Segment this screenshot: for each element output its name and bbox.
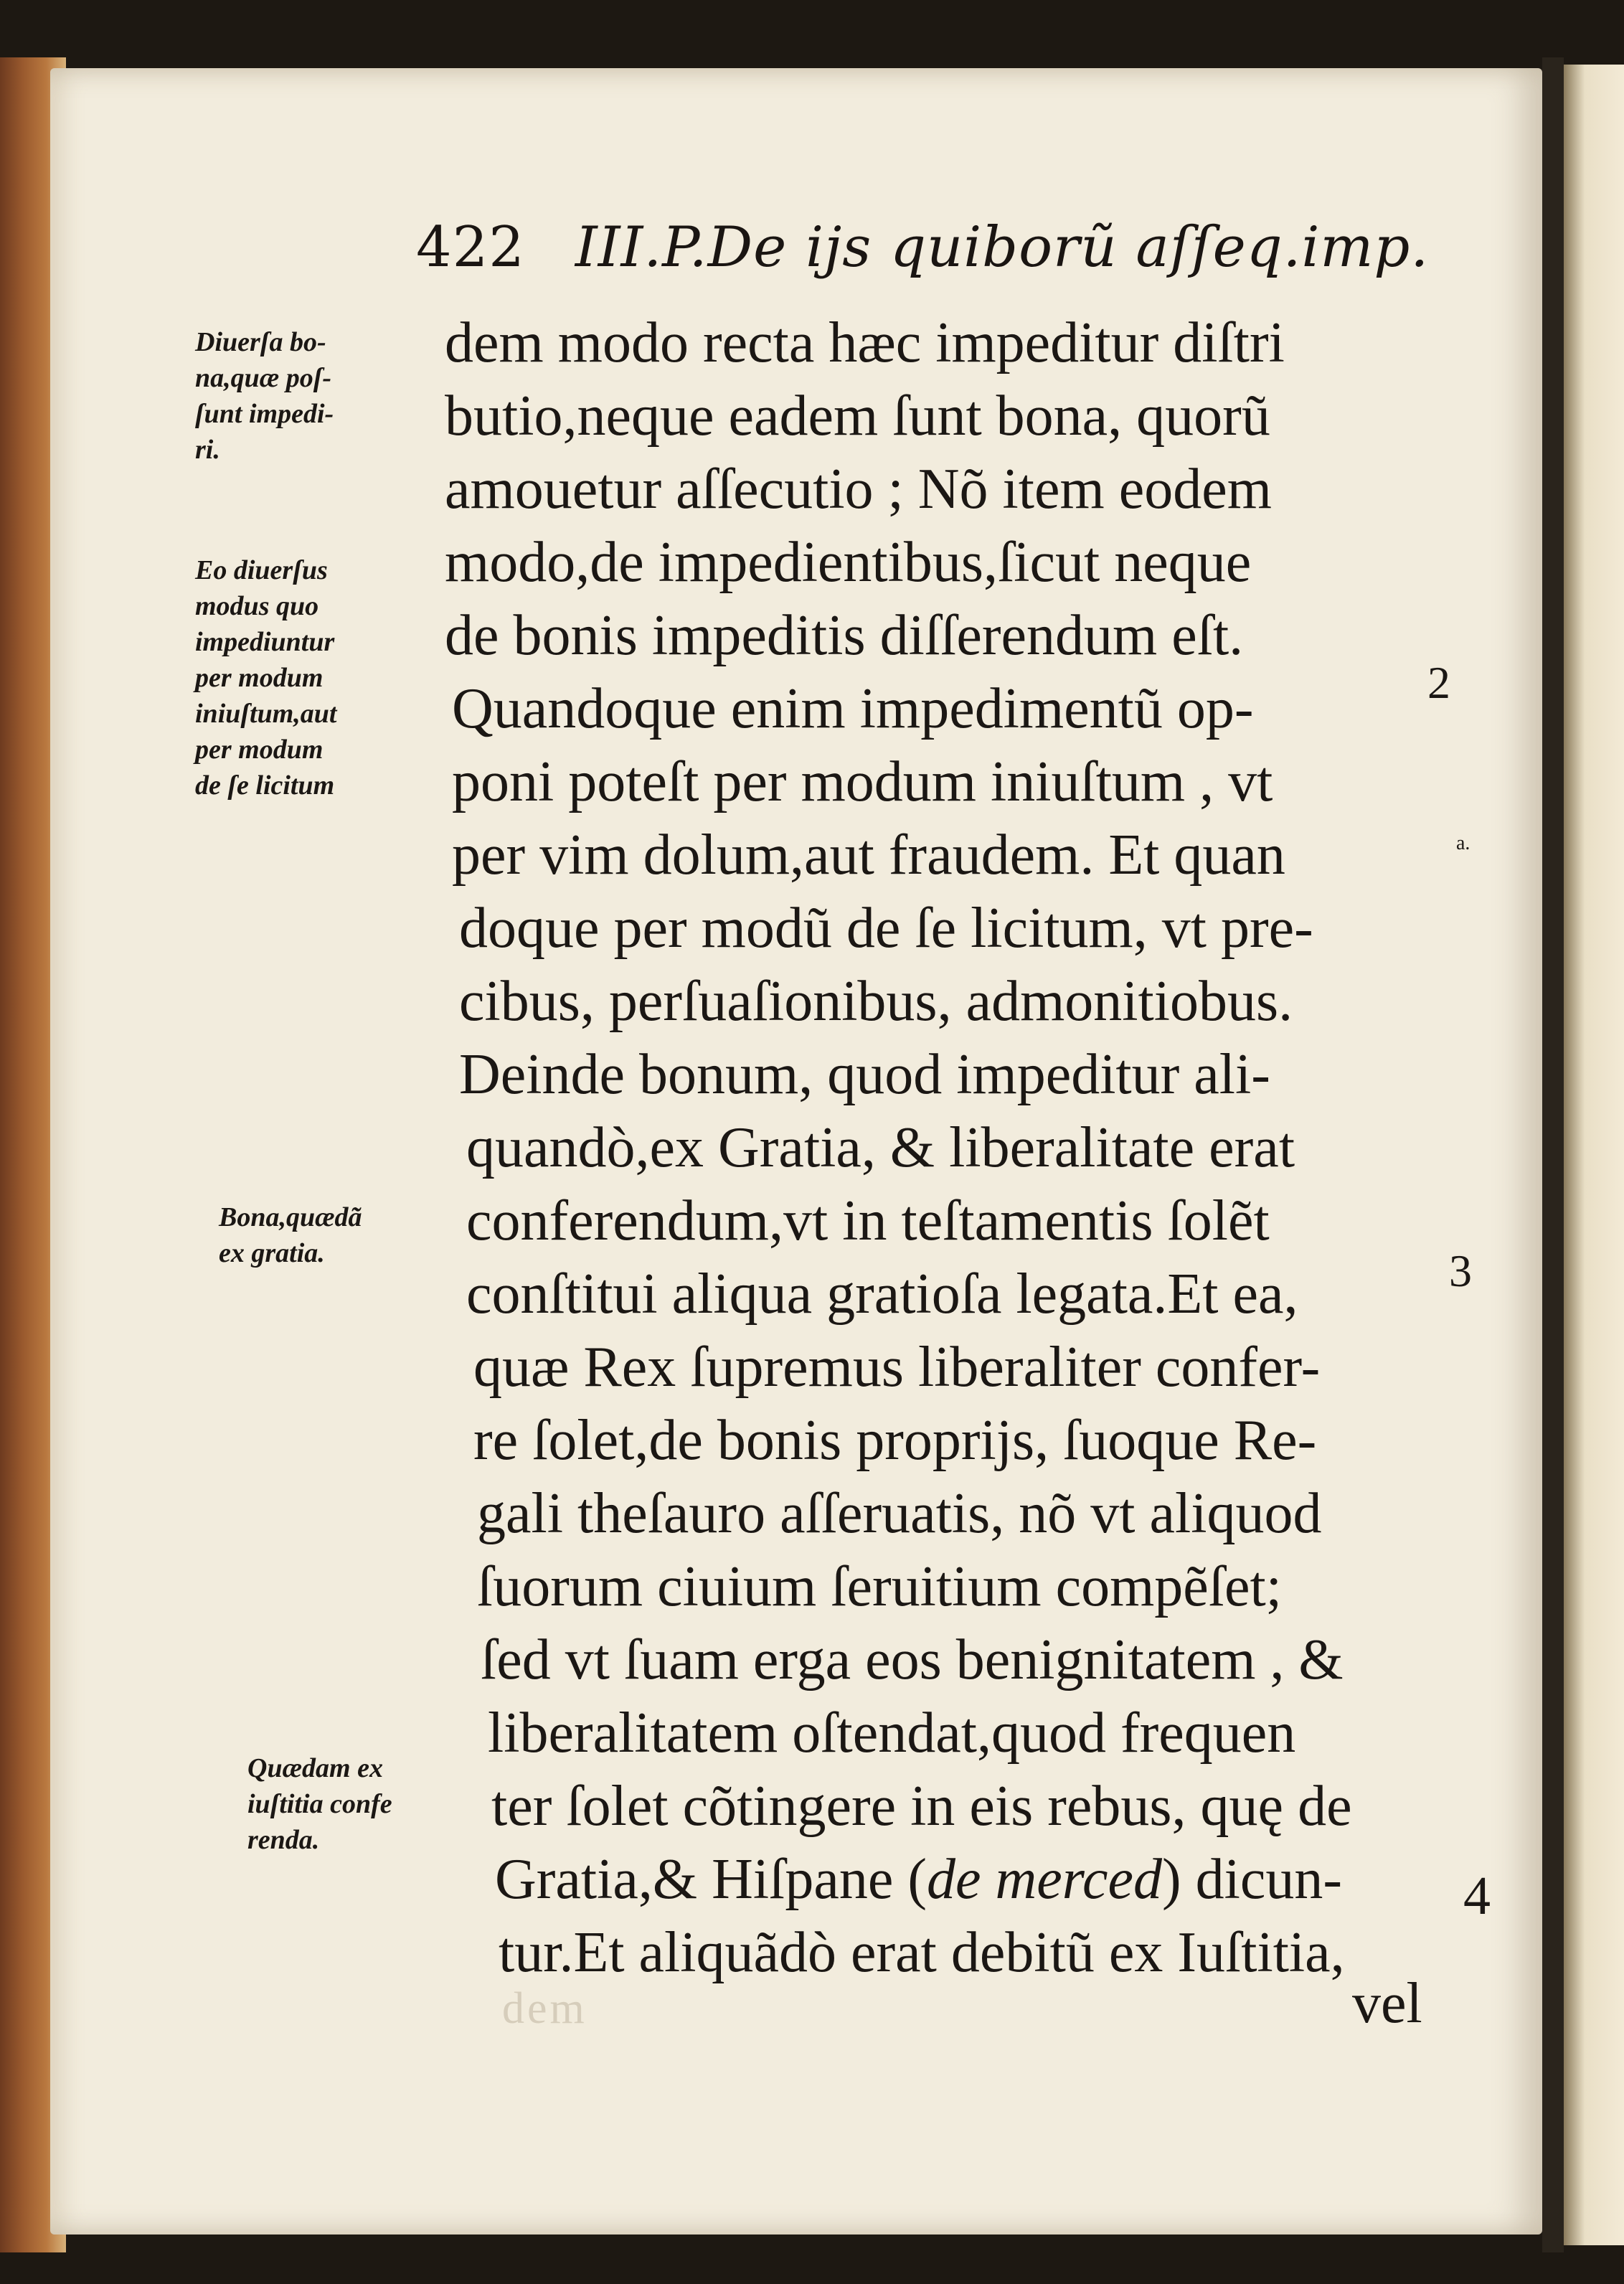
text-line: dem modo recta hæc impeditur diſtri (445, 311, 1285, 374)
text-line: quæ Rex ſupremus liberaliter confer- (473, 1336, 1321, 1399)
margin-note-line: Diuerſa bo- (195, 327, 326, 357)
text-line: gali theſauro aſſeruatis, nõ vt aliquod (477, 1482, 1322, 1545)
text-line: Deinde bonum, quod impeditur ali- (459, 1043, 1270, 1106)
text-line: cibus, perſuaſionibus, admonitiobus. (459, 970, 1293, 1033)
margin-note (247, 1750, 392, 1858)
text-line: Quandoque enim impedimentũ op- (452, 677, 1254, 740)
margin-note-line: impediuntur (195, 627, 335, 657)
text-line: conferendum,vt in teſtamentis ſolẽt (466, 1189, 1270, 1252)
margin-note-line: modus quo (195, 591, 319, 621)
margin-note (195, 324, 334, 468)
margin-note-line: ſunt impedi- (195, 399, 334, 429)
margin-note-line: iuſtitia confe (247, 1789, 392, 1819)
text-span: ) dicun- (1161, 1848, 1342, 1911)
text-line: de bonis impeditis diſſerendum eſt. (445, 604, 1244, 667)
margin-note-line: renda. (247, 1825, 320, 1855)
margin-note-line: na,quæ poſ- (195, 363, 332, 393)
margin-note-line: Quædam ex (247, 1753, 383, 1783)
margin-note (195, 552, 336, 803)
text-line: ſuorum ciuium ſeruitium compẽſet; (477, 1555, 1282, 1618)
text-line: conſtitui aliqua gratioſa legata.Et ea, (466, 1263, 1298, 1326)
text-line: modo,de impedientibus,ſicut neque (445, 531, 1252, 594)
bleed-through-text: dem (502, 1984, 587, 2033)
paragraph-number: 4 (1463, 1866, 1491, 1926)
margin-note-line: Bona,quædã (219, 1202, 362, 1232)
text-line: poni poteſt per modum iniuſtum , vt (452, 750, 1273, 813)
text-line: re ſolet,de bonis proprijs, ſuoque Re- (473, 1409, 1317, 1472)
text-line: amouetur aſſecutio ; Nõ item eodem (445, 458, 1272, 521)
margin-note-line: per modum (195, 663, 324, 693)
margin-note-line: per modum (195, 735, 324, 765)
catchword: vel (1352, 1972, 1422, 2035)
text-line: butio,neque eadem ſunt bona, quorũ (445, 384, 1270, 448)
text-span: Gratia,& Hiſpane ( (495, 1848, 927, 1911)
paragraph-number: 2 (1427, 657, 1450, 708)
margin-note-line: ri. (195, 435, 220, 465)
paragraph-number: 3 (1449, 1245, 1472, 1296)
text-line: doque per modũ de ſe licitum, vt pre- (459, 897, 1313, 960)
margin-note-line: Eo diuerſus (195, 555, 328, 585)
text-line: tur.Et aliquãdò erat debitũ ex Iuſtitia, (499, 1921, 1345, 1984)
margin-note-line: iniuſtum,aut (195, 699, 337, 729)
text-line: quandò,ex Gratia, & liberalitate erat (466, 1116, 1295, 1179)
text-line: liberalitatem oſtendat,quod frequen (488, 1702, 1296, 1765)
marginal-mark: a. (1456, 832, 1470, 854)
margin-note-line: de ſe licitum (195, 770, 335, 801)
margin-note-line: ex gratia. (219, 1238, 325, 1268)
margin-note (219, 1199, 362, 1271)
text-line: ter ſolet cõtingere in eis rebus, quę de (491, 1775, 1352, 1838)
text-line (495, 1845, 1342, 1914)
text-line: ſed vt ſuam erga eos benignitatem , & (481, 1628, 1344, 1691)
italic-phrase: de merced (927, 1848, 1162, 1911)
page-number: 422 (416, 215, 525, 280)
running-title: III.P.De ijs quiborũ aſſeq.imp. (575, 215, 1430, 280)
text-line: per vim dolum,aut fraudem. Et quan (452, 824, 1285, 887)
